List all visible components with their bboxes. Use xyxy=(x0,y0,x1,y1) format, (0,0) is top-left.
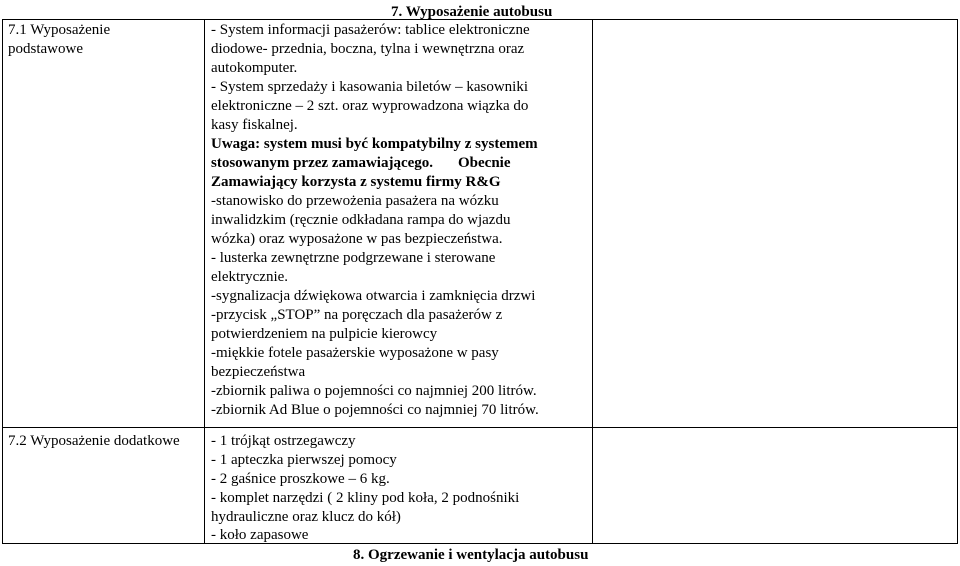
table-border-left xyxy=(2,19,3,543)
content-line: - koło zapasowe xyxy=(211,527,309,543)
content-line: elektrycznie. xyxy=(211,269,289,285)
row-label-basic-line2: podstawowe xyxy=(8,41,83,57)
content-line: kasy fiskalnej. xyxy=(211,117,298,133)
content-line: -miękkie fotele pasażerskie wyposażone w pasy xyxy=(211,345,499,361)
table-divider-col1 xyxy=(204,19,205,543)
content-note-bold: Uwaga: system musi być kompatybilny z systemem xyxy=(211,136,538,152)
content-line: -zbiornik Ad Blue o pojemności co najmniej 70 litrów. xyxy=(211,402,539,418)
content-line: -przycisk „STOP” na poręczach dla pasażerów z xyxy=(211,307,503,323)
content-line: hydrauliczne oraz klucz do kół) xyxy=(211,509,401,525)
content-line: - 1 trójkąt ostrzegawczy xyxy=(211,433,356,449)
row-label-basic-line1: 7.1 Wyposażenie xyxy=(8,22,111,38)
content-line: - System informacji pasażerów: tablice elektroniczne xyxy=(211,22,530,38)
content-note-bold: stosowanym przez zamawiającego. xyxy=(211,155,434,171)
content-line: elektroniczne – 2 szt. oraz wyprowadzona wiązka do xyxy=(211,98,529,114)
content-line: -sygnalizacja dźwiękowa otwarcia i zamknięcia drzwi xyxy=(211,288,536,304)
content-line: - System sprzedaży i kasowania biletów – kasowniki xyxy=(211,79,529,95)
table-border-right xyxy=(957,19,958,543)
table-border-bottom xyxy=(2,543,958,544)
content-line: -stanowisko do przewożenia pasażera na wózku xyxy=(211,193,499,209)
content-line: inwalidzkim (ręcznie odkładana rampa do wjazdu xyxy=(211,212,511,228)
content-line: bezpieczeństwa xyxy=(211,364,306,380)
content-line: autokomputer. xyxy=(211,60,298,76)
table-divider-col2 xyxy=(592,19,593,543)
content-line: - 1 apteczka pierwszej pomocy xyxy=(211,452,397,468)
section-7-title: 7. Wyposażenie autobusu xyxy=(391,4,553,20)
row-label-additional: 7.2 Wyposażenie dodatkowe xyxy=(8,433,180,449)
section-8-title: 8. Ogrzewanie i wentylacja autobusu xyxy=(353,547,589,563)
content-note-bold: Obecnie xyxy=(458,155,511,171)
content-line: diodowe- przednia, boczna, tylna i wewnętrzna oraz xyxy=(211,41,525,57)
content-line: - 2 gaśnice proszkowe – 6 kg. xyxy=(211,471,390,487)
content-line: - lusterka zewnętrzne podgrzewane i sterowane xyxy=(211,250,496,266)
content-line: potwierdzeniem na pulpicie kierowcy xyxy=(211,326,438,342)
content-line: -zbiornik paliwa o pojemności co najmniej 200 litrów. xyxy=(211,383,537,399)
content-line: wózka) oraz wyposażone w pas bezpieczeństwa. xyxy=(211,231,503,247)
table-row-divider xyxy=(2,427,958,428)
content-line: - komplet narzędzi ( 2 kliny pod koła, 2 podnośniki xyxy=(211,490,520,506)
content-note-bold: Zamawiający korzysta z systemu firmy R&G xyxy=(211,174,501,190)
